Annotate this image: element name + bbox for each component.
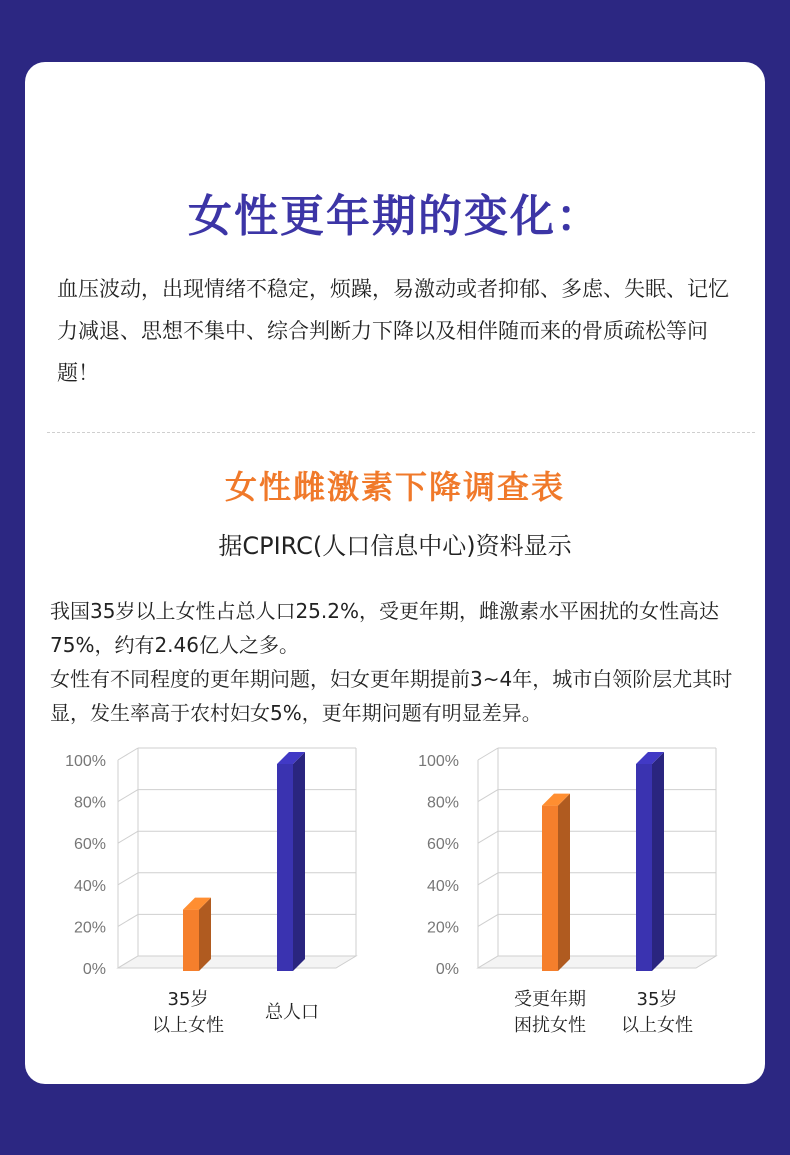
source-note: 据CPIRC(人口信息中心)资料显示: [218, 532, 572, 560]
chart-floor: [118, 956, 356, 968]
y-tick-label: 40%: [73, 877, 106, 895]
y-tick-label: 20%: [73, 919, 106, 937]
category-label: 困扰女性: [514, 1015, 586, 1036]
statistics-paragraph-1: 我国35岁以上女性占总人口25.2%，受更年期，雌激素水平困扰的女性高达75%，约有2.46亿人之多。: [50, 599, 719, 657]
gridline-side: [118, 914, 138, 926]
bar: [183, 910, 199, 971]
category-label: 35岁: [167, 989, 209, 1010]
gridline-side: [118, 748, 138, 760]
bar-side: [199, 898, 211, 971]
y-tick-label: 40%: [426, 877, 459, 895]
gridline-side: [118, 790, 138, 802]
y-tick-label: 80%: [426, 794, 459, 812]
bar-side: [652, 752, 664, 971]
y-tick-label: 100%: [65, 753, 106, 770]
category-label: 35岁: [636, 989, 678, 1010]
gridline-side: [478, 873, 498, 885]
gridline-side: [118, 873, 138, 885]
y-tick-label: 60%: [73, 836, 106, 854]
gridline-side: [478, 914, 498, 926]
y-tick-label: 60%: [426, 836, 459, 854]
bar: [636, 764, 652, 971]
bar-side: [558, 794, 570, 971]
gridline-side: [478, 831, 498, 843]
bar-side: [293, 752, 305, 971]
y-tick-label: 0%: [435, 961, 459, 978]
y-tick-label: 100%: [418, 753, 459, 770]
gridline-side: [118, 831, 138, 843]
y-tick-label: 20%: [426, 919, 459, 937]
category-label: 受更年期: [514, 989, 586, 1010]
intro-text: 血压波动，出现情绪不稳定，烦躁，易激动或者抑郁、多虑、失眠、记忆力减退、思想不集中、综合判断力下降以及相伴随而来的骨质疏松等问题！: [57, 277, 729, 385]
category-label: 以上女性: [152, 1015, 224, 1036]
statistics-paragraph-2: 女性有不同程度的更年期问题，妇女更年期提前3~4年，城市白领阶层尤其时显，发生率高于农村妇女5%，更年期问题有明显差异。: [50, 667, 733, 725]
y-tick-label: 80%: [73, 794, 106, 812]
gridline-side: [478, 790, 498, 802]
gridline-side: [478, 748, 498, 760]
chart-floor: [478, 956, 716, 968]
survey-title: 女性雌激素下降调查表: [224, 468, 565, 506]
bar: [542, 806, 558, 971]
y-tick-label: 0%: [82, 961, 106, 978]
page-title: 女性更年期的变化：: [188, 191, 602, 242]
bar: [277, 764, 293, 971]
category-label: 总人口: [265, 1002, 319, 1023]
category-label: 以上女性: [621, 1015, 693, 1036]
